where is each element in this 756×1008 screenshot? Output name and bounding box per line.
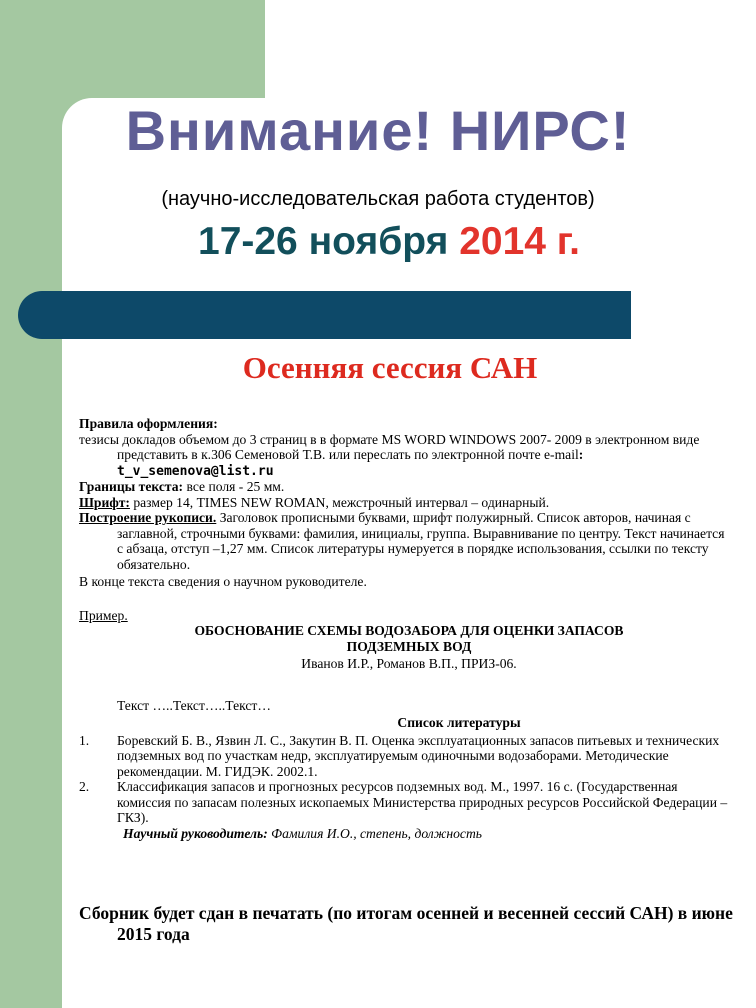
rules-build xyxy=(79,510,729,572)
example-authors: Иванов И.Р., Романов В.П., ПРИЗ-06. xyxy=(301,656,517,671)
final-note: Сборник будет сдан в печатать (по итогам осенней и весенней сессий САН) в июне 2015 года xyxy=(79,903,733,944)
rules-borders xyxy=(79,479,729,495)
contact-email: t_v_semenova@list.ru xyxy=(117,463,274,479)
example-label: Пример. xyxy=(79,607,128,623)
ref-item-2 xyxy=(79,779,729,826)
session-title: Осенняя сессия САН xyxy=(242,350,538,385)
rules-submission xyxy=(79,432,729,480)
ref-num-2: 2. xyxy=(79,779,90,794)
ref-num-1: 1. xyxy=(79,732,90,748)
rules-build-text: Заголовок прописными буквами, шрифт полужирный. Список авторов, начиная с заглавной, строчными буквами: фамилия, инициалы, группа. Выравнивание по центру. Текст начинается с абзаца, отступ –1,27 мм. Список литературы нумеруется в порядке использования, ссылки по тексту обязательно. xyxy=(117,510,725,572)
supervisor-label: Научный руководитель: xyxy=(123,825,268,841)
ref-item-1 xyxy=(79,733,729,780)
page-subtitle: (научно-исследовательская работа студентов) xyxy=(161,188,595,210)
rules-email-colon: : xyxy=(578,447,584,462)
rules-font-label: Шрифт: xyxy=(79,494,130,510)
ref-text-1: Боревский Б. В., Язвин Л. С., Закутин В. П. Оценка эксплуатационных запасов питьевых и технических подземных вод по участкам недр, эксплуатируемым одиночными водозаборами. Методические рекомендации. М. ГИДЭК. 2002.1. xyxy=(117,732,720,779)
rules-borders-text: все поля - 25 мм. xyxy=(183,479,285,494)
dates-year: 2014 г. xyxy=(459,220,580,263)
example-title-line2: ПОДЗЕМНЫХ ВОД xyxy=(346,638,472,654)
rules-end-note: В конце текста сведения о научном руководителе. xyxy=(79,574,367,589)
supervisor-line xyxy=(79,826,729,842)
rules-build-label: Построение рукописи. xyxy=(79,510,217,525)
rules-heading: Правила оформления: xyxy=(79,416,218,431)
rules-font-text: размер 14, TIMES NEW ROMAN, межстрочный интервал – одинарный. xyxy=(129,494,550,510)
dates-range: 17-26 ноября xyxy=(198,220,460,263)
supervisor-text: Фамилия И.О., степень, должность xyxy=(267,825,482,841)
event-dates xyxy=(0,217,756,267)
rules-font xyxy=(79,495,729,511)
refs-heading: Список литературы xyxy=(397,715,521,730)
rules-borders-label: Границы текста: xyxy=(79,479,184,494)
rules-submission-text: тезисы докладов объемом до 3 страниц в в формате MS WORD WINDOWS 2007- 2009 в электронном виде представить в к.306 Семеновой Т.В. или переслать по электронной почте e-mail xyxy=(79,431,700,462)
rules-section xyxy=(79,416,729,841)
example-title-line1: ОБОСНОВАНИЕ СХЕМЫ ВОДОЗАБОРА ДЛЯ ОЦЕНКИ ЗАПАСОВ xyxy=(194,623,624,638)
decorative-bar xyxy=(18,291,631,339)
page-title: Внимание! НИРС! xyxy=(125,99,631,162)
example-text: Текст …..Текст…..Текст… xyxy=(117,697,271,713)
ref-text-2: Классификация запасов и прогнозных ресурсов подземных вод. М., 1997. 16 с. (Государственная комиссия по запасам полезных ископаемых Министерства природных ресурсов Российской Федерации – ГКЗ). xyxy=(117,779,728,825)
